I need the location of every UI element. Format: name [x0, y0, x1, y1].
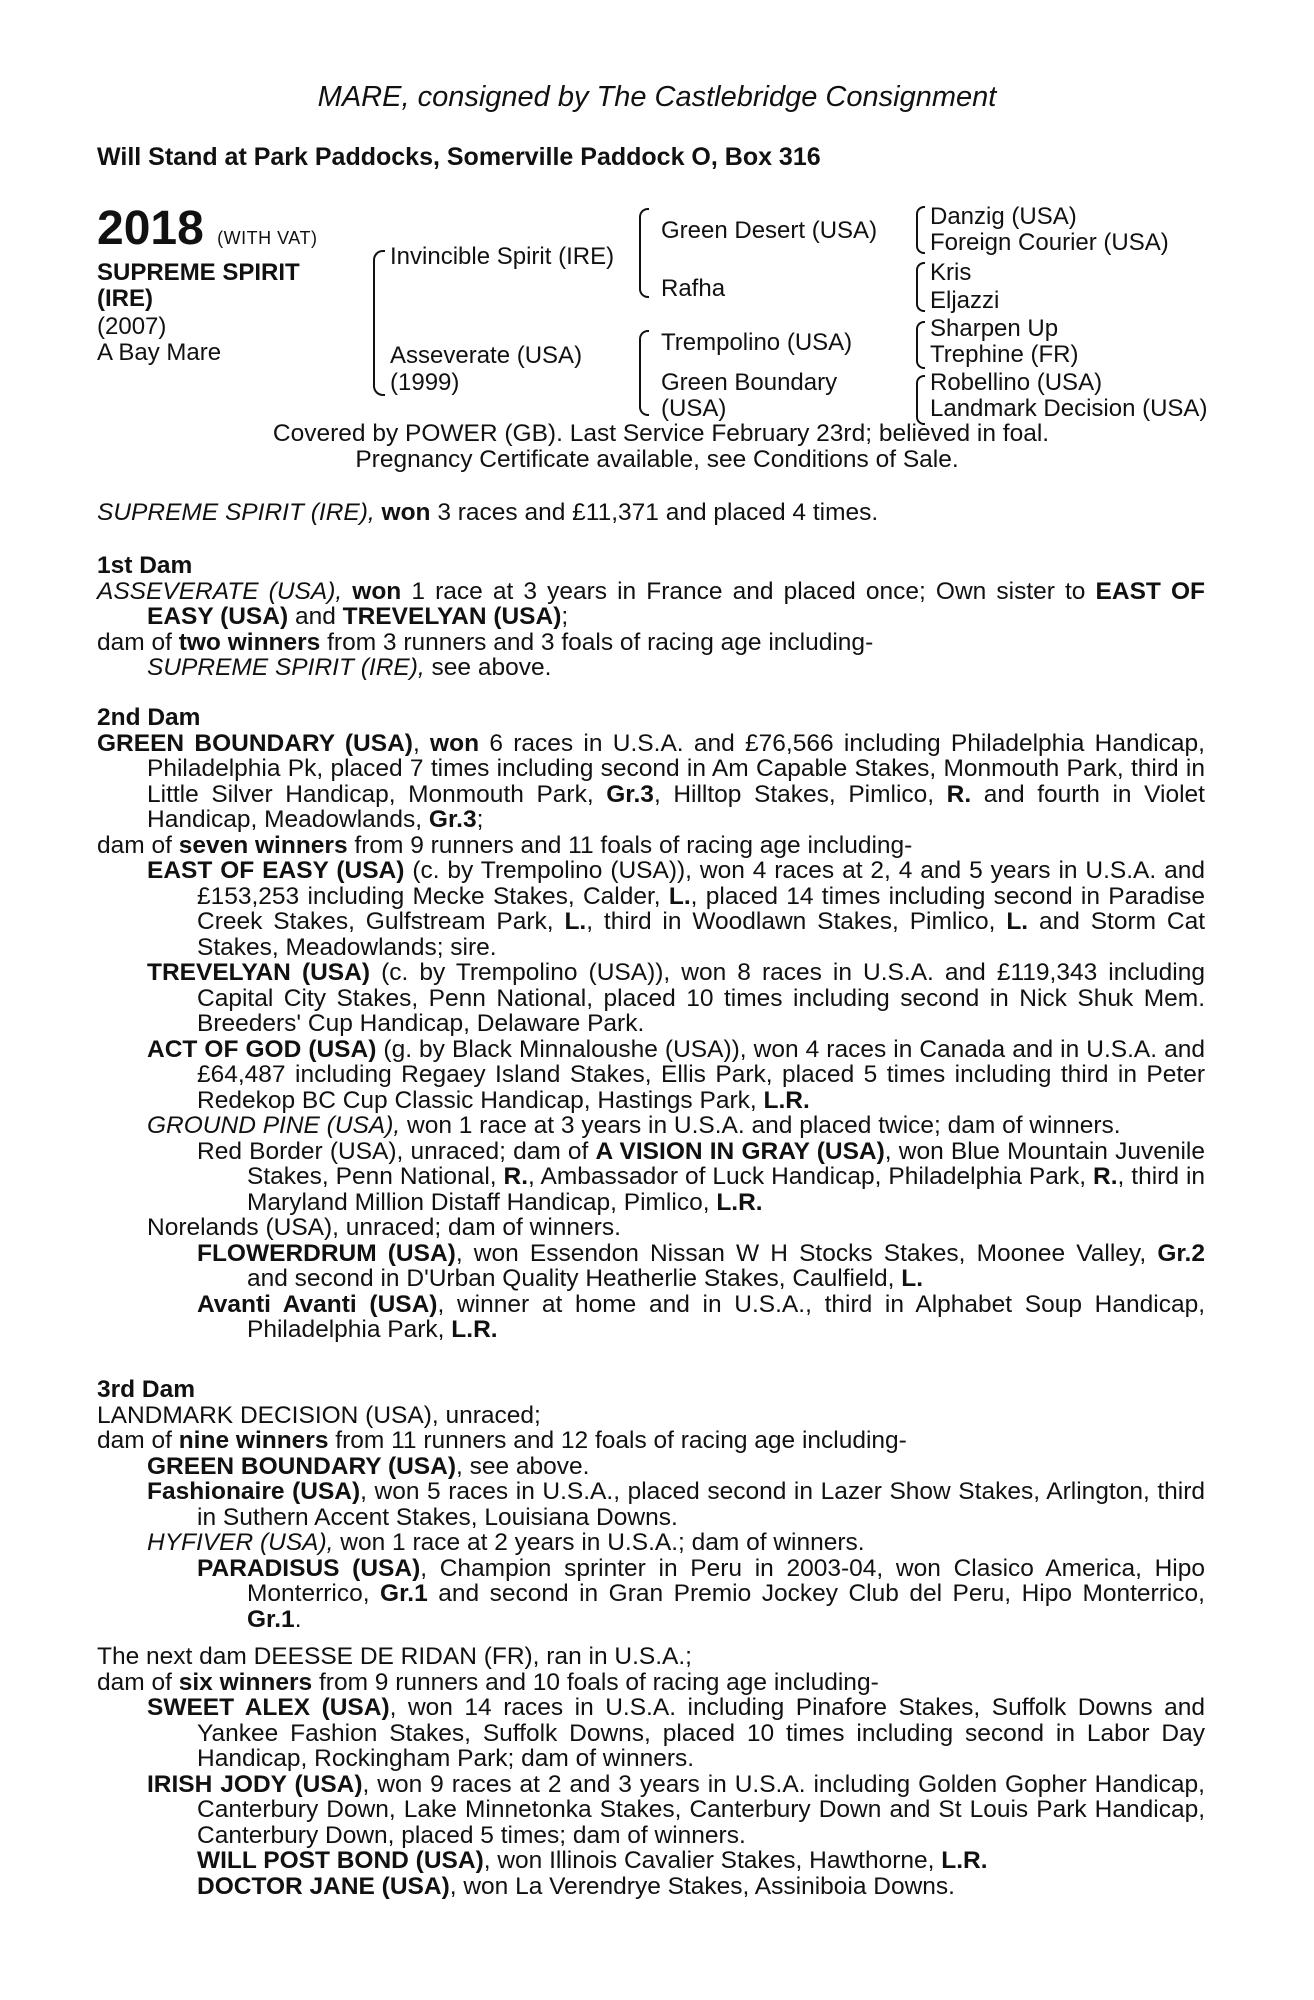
first-dam-produce-summary: dam of two winners from 3 runners and 3 foals of racing age including- — [97, 628, 874, 656]
pedigree-gp-8: Landmark Decision (USA) — [930, 395, 1208, 422]
covered-note — [0, 421, 1314, 472]
produce-flowerdrum: FLOWERDRUM (USA), won Essendon Nissan W H Stocks Stakes, Moonee Valley, Gr.2 and second in D'Urban Quality Heatherlie Stakes, Caulfield, L. — [197, 1239, 1205, 1292]
pedigree-gp-1: Danzig (USA) — [930, 203, 1077, 230]
pedigree-dam-line1: Asseverate (USA) — [390, 342, 583, 369]
second-dam-section — [97, 705, 1205, 1343]
produce-east-of-easy: EAST OF EASY (USA) (c. by Trempolino (USA)), won 4 races at 2, 4 and 5 years in U.S.A. and £153,253 including Mecke Stakes, Calder, L., placed 14 times including second in Paradise Creek Stakes, Gulfstream Park, L., third in Woodlawn Stakes, Pimlico, L. and Storm Cat Stakes, Meadowlands; sire. — [147, 857, 1206, 961]
horse-name — [97, 260, 357, 312]
pedigree-sire: Invincible Spirit (IRE) — [390, 243, 615, 270]
produce-norelands: Norelands (USA), unraced; dam of winners. — [147, 1214, 621, 1241]
pedigree-gp-7: Robellino (USA) — [930, 369, 1103, 396]
stand-location: Will Stand at Park Paddocks, Somerville Paddock O, Box 316 — [97, 143, 821, 171]
pedigree-brace-gp4 — [916, 375, 925, 425]
performance-summary — [97, 500, 1205, 526]
pedigree-brace-gp3 — [916, 321, 925, 369]
produce-trevelyan: TREVELYAN (USA) (c. by Trempolino (USA)), won 8 races in U.S.A. and £119,343 including Capital City Stakes, Penn National, placed 10 times including second in Nick Shuk Mem. Breeders' Cup Handicap, Delaware Park. — [147, 959, 1206, 1037]
pedigree-sire-dam: Rafha — [661, 275, 726, 302]
produce-fashionaire: Fashionaire (USA), won 5 races in U.S.A., placed second in Lazer Show Stakes, Arlington, third in Suthern Accent Stakes, Louisiana Downs. — [147, 1478, 1205, 1531]
second-dam-heading: 2nd Dam — [97, 704, 201, 731]
pedigree-dam-dam-line1: Green Boundary — [661, 369, 838, 396]
produce-paradisus: PARADISUS (USA), Champion sprinter in Peru in 2003-04, won Clasico America, Hipo Monterrico, Gr.1 and second in Gran Premio Jockey Club del Peru, Hipo Monterrico, Gr.1. — [197, 1554, 1205, 1633]
produce-sweet-alex: SWEET ALEX (USA), won 14 races in U.S.A. including Pinafore Stakes, Suffolk Downs and Yankee Fashion Stakes, Suffolk Downs, placed 10 times including second in Labor Day Handicap, Rockingham Park; dam of winners. — [147, 1694, 1205, 1772]
produce-doctor-jane: DOCTOR JANE (USA), won La Verendrye Stakes, Assiniboia Downs. — [197, 1872, 955, 1900]
produce-avanti-avanti: Avanti Avanti (USA), winner at home and in U.S.A., third in Alphabet Soup Handicap, Philadelphia Park, L.R. — [197, 1290, 1205, 1343]
third-dam-section — [97, 1377, 1205, 1632]
lot-year-block — [97, 204, 317, 263]
pedigree-gp-6: Trephine (FR) — [930, 341, 1079, 368]
produce-will-post-bond: WILL POST BOND (USA), won Illinois Cavalier Stakes, Hawthorne, L.R. — [197, 1847, 988, 1874]
pedigree-gp-4: Eljazzi — [930, 287, 1000, 314]
pedigree-gp-2: Foreign Courier (USA) — [930, 229, 1169, 256]
pedigree-sire-sire: Green Desert (USA) — [661, 217, 878, 244]
summary-record: 3 races and £11,371 and placed 4 times. — [430, 499, 879, 526]
covered-line2: Pregnancy Certificate available, see Conditions of Sale. — [355, 445, 959, 473]
produce-ground-pine: GROUND PINE (USA), won 1 race at 3 years in U.S.A. and placed twice; dam of winners. — [147, 1112, 1121, 1139]
pedigree-brace-dam — [639, 330, 649, 416]
next-dam-produce-summary: dam of six winners from 9 runners and 10 foals of racing age including- — [97, 1668, 879, 1696]
first-dam-heading: 1st Dam — [97, 552, 193, 579]
horse-name-line2: (IRE) — [97, 285, 153, 312]
next-dam-section — [97, 1644, 1205, 1899]
next-dam-record: The next dam DEESSE DE RIDAN (FR), ran in U.S.A.; — [97, 1643, 692, 1670]
vat-note: (WITH VAT) — [217, 228, 318, 248]
third-dam-record: LANDMARK DECISION (USA), unraced; — [97, 1401, 541, 1429]
horse-description: A Bay Mare — [97, 339, 222, 366]
covered-line1: Covered by POWER (GB). Last Service February 23rd; believed in foal. — [272, 420, 1050, 447]
first-dam-section — [97, 553, 1205, 681]
pedigree-brace-gp2 — [916, 262, 925, 312]
horse-name-line1: SUPREME SPIRIT — [97, 259, 300, 286]
foaled-year: (2007) — [97, 313, 167, 340]
lot-year: 2018 — [97, 202, 204, 255]
pedigree-dam-line2: (1999) — [390, 369, 460, 396]
second-dam-produce-summary: dam of seven winners from 9 runners and 11 foals of racing age including- — [97, 831, 913, 859]
produce-act-of-god: ACT OF GOD (USA) (g. by Black Minnaloushe (USA)), won 4 races in Canada and in U.S.A. and £64,487 including Regaey Island Stakes, Ellis Park, placed 5 times including third in Peter Redekop BC Cup Classic Handicap, Hastings Park, L.R. — [147, 1035, 1205, 1114]
pedigree-brace-sire — [639, 208, 649, 298]
pedigree-gp-5: Sharpen Up — [930, 315, 1059, 342]
pedigree-dam-sire: Trempolino (USA) — [661, 329, 853, 356]
third-dam-produce-summary: dam of nine winners from 11 runners and 12 foals of racing age including- — [97, 1427, 907, 1454]
page-title: MARE, consigned by The Castlebridge Consignment — [317, 81, 997, 113]
produce-irish-jody: IRISH JODY (USA), won 9 races at 2 and 3 years in U.S.A. including Golden Gopher Handicap, Canterbury Down, Lake Minnetonka Stakes, Canterbury Down and St Louis Park Handicap, Canterbury Down, placed 5 times; dam of winners. — [147, 1770, 1205, 1849]
produce-hyfiver: HYFIVER (USA), won 1 race at 2 years in U.S.A.; dam of winners. — [147, 1529, 865, 1556]
pedigree-brace-gp1 — [916, 206, 925, 254]
first-dam-record: ASSEVERATE (USA), won 1 race at 3 years in France and placed once; Own sister to EAST OF EASY (USA) and TREVELYAN (USA); — [97, 577, 1205, 630]
summary-horse-name: SUPREME SPIRIT (IRE), — [97, 499, 375, 526]
produce-red-border: Red Border (USA), unraced; dam of A VISION IN GRAY (USA), won Blue Mountain Juvenile Stakes, Penn National, R., Ambassador of Luck Handicap, Philadelphia Park, R., third in Maryland Million Distaff Handicap, Pimlico, L.R. — [197, 1137, 1206, 1216]
produce-green-boundary: GREEN BOUNDARY (USA), see above. — [147, 1452, 590, 1480]
summary-won: won — [381, 499, 431, 526]
first-dam-produce-item: SUPREME SPIRIT (IRE), see above. — [147, 654, 552, 681]
second-dam-record: GREEN BOUNDARY (USA), won 6 races in U.S.A. and £76,566 including Philadelphia Handicap, Philadelphia Pk, placed 7 times including second in Am Capable Stakes, Monmouth Park, third in Little Silver Handicap, Monmouth Park, Gr.3, Hilltop Stakes, Pimlico, R. and fourth in Violet Handicap, Meadowlands, Gr.3; — [97, 729, 1205, 833]
pedigree-brace-main — [373, 250, 385, 396]
pedigree-gp-3: Kris — [930, 259, 972, 286]
third-dam-heading: 3rd Dam — [97, 1376, 196, 1403]
pedigree-dam-dam-line2: (USA) — [661, 395, 727, 422]
